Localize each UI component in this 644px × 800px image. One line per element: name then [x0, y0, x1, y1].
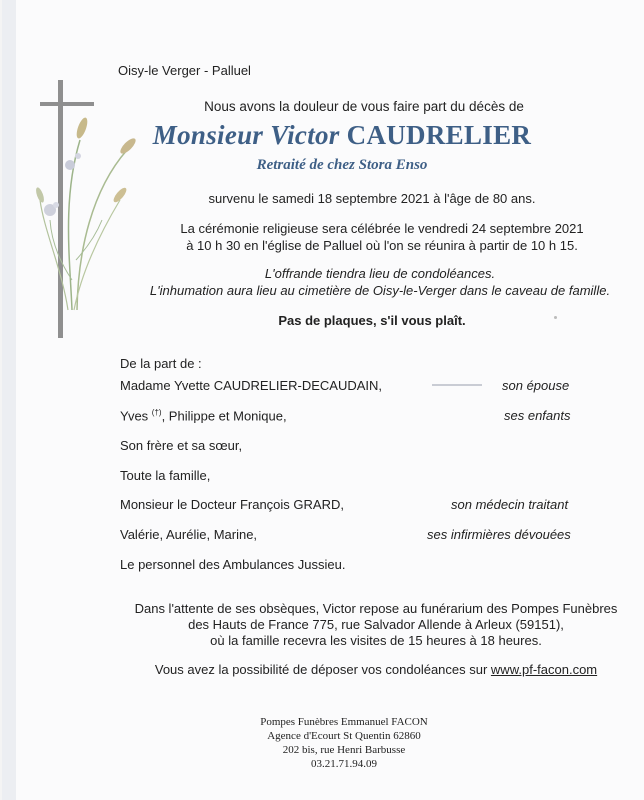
offering-line: L'offrande tiendra lieu de condoléances. [264, 266, 496, 281]
deceased-first-name: Monsieur Victor [152, 120, 347, 150]
deceased-occupation: Retraité de chez Stora Enso [256, 157, 428, 173]
obituary-page [2, 0, 644, 800]
children-names-rest: , Philippe et Monique, [161, 408, 287, 424]
intro-line: Nous avons la douleur de vous faire part du décès de [204, 99, 524, 114]
no-plaques-line: Pas de plaques, s'il vous plaît. [278, 313, 466, 328]
death-line: survenu le samedi 18 septembre 2021 à l'âge de 80 ans. [208, 191, 536, 206]
town-header: Oisy-le Verger - Palluel [118, 63, 251, 78]
funeral-home-line-2: des Hauts de France 775, rue Salvador Allende à Arleux (59151), [188, 617, 564, 632]
funeral-home-line-3: où la famille recevra les visites de 15 heures à 18 heures. [210, 633, 542, 648]
funeral-home-line-1: Dans l'attente de ses obsèques, Victor repose au funérarium des Pompes Funèbres [134, 601, 618, 616]
footer-address: 202 bis, rue Henri Barbusse [282, 744, 406, 756]
family-role-doctor: son médecin traitant [451, 497, 569, 512]
family-row-children [120, 408, 287, 423]
deceased-surname: CAUDRELIER [346, 120, 532, 150]
condolences-line [54, 662, 644, 677]
condolences-link[interactable]: www.pf-facon.com [490, 662, 598, 677]
scan-edge [2, 0, 16, 800]
cross-wheat-icon [32, 80, 142, 340]
family-role-children: ses enfants [504, 408, 571, 423]
family-row-doctor: Monsieur le Docteur François GRARD, [120, 497, 344, 512]
condolences-text: Vous avez la possibilité de déposer vos condoléances sur [154, 662, 491, 677]
family-role-nurses: ses infirmières dévouées [427, 527, 571, 542]
footer-company: Pompes Funèbres Emmanuel FACON [260, 716, 428, 728]
family-role-spouse: son épouse [502, 378, 570, 393]
footer-phone: 03.21.71.94.09 [311, 758, 377, 770]
children-name-yves: Yves [120, 408, 152, 424]
family-intro: De la part de : [120, 356, 202, 371]
family-row-nurses: Valérie, Aurélie, Marine, [120, 527, 258, 542]
family-row-ambulances: Le personnel des Ambulances Jussieu. [120, 557, 346, 572]
family-row-spouse: Madame Yvette CAUDRELIER-DECAUDAIN, [120, 378, 383, 393]
ceremony-line-2: à 10 h 30 en l'église de Palluel où l'on se réunira à partir de 10 h 15. [186, 238, 578, 253]
ceremony-line-1: La cérémonie religieuse sera célébrée le vendredi 24 septembre 2021 [180, 221, 584, 236]
scan-dot [554, 316, 557, 319]
redaction-mark [432, 384, 482, 386]
family-row-siblings: Son frère et sa sœur, [120, 438, 243, 453]
burial-line: L'inhumation aura lieu au cimetière de Oisy-le-Verger dans le caveau de famille. [149, 283, 611, 298]
deceased-mark: (†) [151, 408, 162, 417]
footer-agency: Agence d'Ecourt St Quentin 62860 [267, 730, 421, 742]
family-row-whole-family: Toute la famille, [120, 468, 211, 483]
deceased-name [20, 120, 644, 151]
